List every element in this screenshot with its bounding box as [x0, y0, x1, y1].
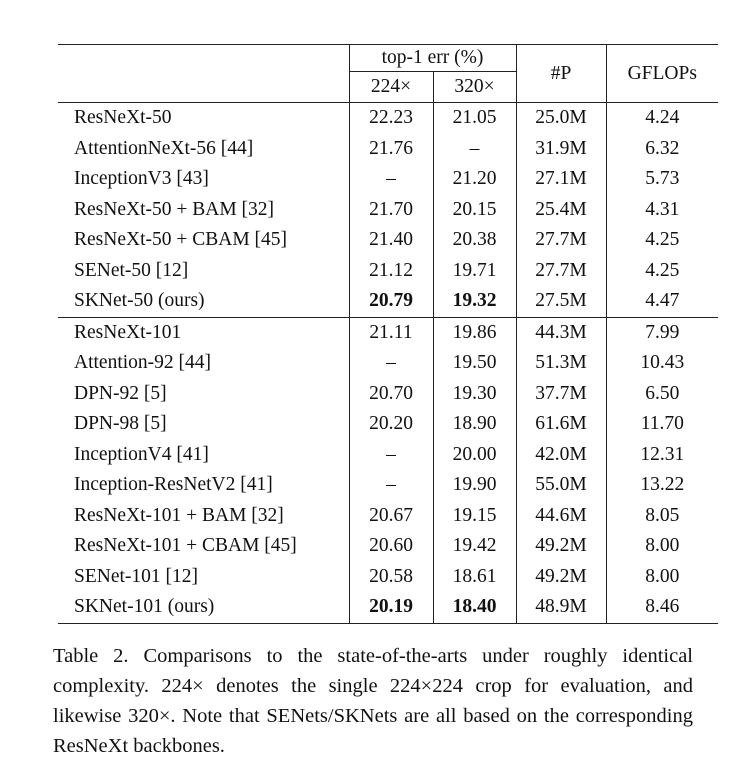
cell-top1-224: 21.70 — [349, 195, 433, 226]
table-header — [58, 45, 718, 103]
table-row — [58, 225, 718, 256]
table-row — [58, 103, 718, 134]
header-top1-error: top-1 err (%) — [349, 45, 516, 72]
table-row — [58, 286, 718, 317]
cell-method: ResNeXt-50 — [58, 103, 349, 134]
cell-gflops: 4.47 — [606, 286, 718, 317]
cell-top1-224: 20.60 — [349, 531, 433, 562]
cell-method: Inception-ResNetV2 [41] — [74, 474, 273, 496]
cell-top1-320: 21.20 — [433, 164, 516, 195]
cell-method: DPN-98 [5] — [74, 413, 167, 435]
header-gflops: GFLOPs — [606, 45, 718, 103]
cell-gflops: 8.05 — [606, 501, 718, 532]
cell-top1-320: 19.71 — [433, 256, 516, 287]
cell-method: InceptionV3 [43] — [74, 168, 209, 190]
cell-gflops: 10.43 — [606, 348, 718, 379]
cell-gflops: 11.70 — [606, 409, 718, 440]
cell-params: 48.9M — [516, 592, 606, 623]
table-row — [58, 134, 718, 165]
cell-method: ResNeXt-101 + CBAM [45] — [74, 535, 297, 557]
table-row — [58, 348, 718, 379]
table-row — [58, 317, 718, 348]
cell-gflops: 4.25 — [606, 225, 718, 256]
cell-gflops: 4.24 — [606, 103, 718, 134]
table-row — [58, 531, 718, 562]
table-row — [58, 592, 718, 623]
cell-params: 49.2M — [516, 562, 606, 593]
table-row — [58, 164, 718, 195]
cell-top1-320: – — [433, 134, 516, 165]
cell-top1-224: 21.76 — [349, 134, 433, 165]
cell-method: SKNet-101 (ours) — [58, 592, 349, 623]
header-method-blank — [58, 45, 349, 103]
cell-top1-224: 20.70 — [349, 379, 433, 410]
cell-gflops: 7.99 — [606, 317, 718, 348]
cell-top1-224: 20.58 — [349, 562, 433, 593]
cell-top1-224: 21.40 — [349, 225, 433, 256]
cell-params: 42.0M — [516, 440, 606, 471]
cell-top1-320: 20.38 — [433, 225, 516, 256]
cell-top1-320: 18.90 — [433, 409, 516, 440]
cell-method: ResNeXt-50 + CBAM [45] — [74, 229, 288, 251]
cell-top1-224: 20.19 — [349, 592, 433, 623]
cell-method: SKNet-50 (ours) — [74, 290, 205, 312]
cell-method: SENet-101 [12] — [74, 565, 199, 587]
cell-gflops: 8.00 — [606, 562, 718, 593]
table-row — [58, 409, 718, 440]
table-caption: Table 2. Comparisons to the state-of-the-arts under roughly identical complexity. 224× denotes the single 224×224 crop for evaluation, and likewise 320×. Note that SENets/SKNets are all based on the corresponding ResNeXt backbones. — [53, 645, 693, 757]
cell-params: 37.7M — [516, 379, 606, 410]
header-320: 320× — [433, 72, 516, 103]
cell-params: 27.5M — [516, 286, 606, 317]
header-224: 224× — [349, 72, 433, 103]
cell-top1-224: 20.67 — [349, 501, 433, 532]
cell-params: 44.3M — [516, 317, 606, 348]
cell-params: 61.6M — [516, 409, 606, 440]
cell-params: 27.7M — [516, 225, 606, 256]
cell-params: 25.0M — [516, 103, 606, 134]
cell-params: 27.7M — [516, 256, 606, 287]
cell-top1-224: 22.23 — [349, 103, 433, 134]
table-row — [58, 562, 718, 593]
cell-top1-224: – — [349, 348, 433, 379]
cell-top1-224: – — [349, 470, 433, 501]
cell-top1-224: 20.20 — [349, 409, 433, 440]
cell-method: Attention-92 [44] — [74, 352, 212, 374]
cell-top1-224: 21.12 — [349, 256, 433, 287]
cell-gflops: 8.00 — [606, 531, 718, 562]
table-body — [58, 103, 718, 624]
cell-top1-320: 19.42 — [433, 531, 516, 562]
header-params: #P — [516, 45, 606, 103]
cell-params: 27.1M — [516, 164, 606, 195]
cell-top1-224: 20.79 — [349, 286, 433, 317]
table-row — [58, 195, 718, 226]
cell-gflops: 12.31 — [606, 440, 718, 471]
cell-method: ResNeXt-101 — [58, 317, 349, 348]
cell-top1-320: 18.61 — [433, 562, 516, 593]
cell-top1-224: – — [349, 164, 433, 195]
cell-params: 25.4M — [516, 195, 606, 226]
cell-params: 31.9M — [516, 134, 606, 165]
cell-top1-320: 21.05 — [433, 103, 516, 134]
cell-top1-320: 19.15 — [433, 501, 516, 532]
cell-method: DPN-92 [5] — [74, 382, 167, 404]
cell-gflops: 4.25 — [606, 256, 718, 287]
comparison-table — [58, 44, 718, 624]
cell-top1-320: 19.30 — [433, 379, 516, 410]
cell-top1-320: 19.50 — [433, 348, 516, 379]
cell-method: ResNeXt-101 + BAM [32] — [74, 504, 284, 526]
cell-top1-320: 19.86 — [433, 317, 516, 348]
cell-method: InceptionV4 [41] — [74, 443, 209, 465]
cell-top1-320: 20.00 — [433, 440, 516, 471]
cell-params: 44.6M — [516, 501, 606, 532]
table-row — [58, 470, 718, 501]
cell-method: SENet-50 [12] — [74, 259, 189, 281]
cell-gflops: 4.31 — [606, 195, 718, 226]
table-row — [58, 256, 718, 287]
table-row — [58, 501, 718, 532]
cell-top1-320: 20.15 — [433, 195, 516, 226]
cell-top1-320: 18.40 — [433, 592, 516, 623]
cell-gflops: 6.50 — [606, 379, 718, 410]
cell-gflops: 13.22 — [606, 470, 718, 501]
cell-top1-224: 21.11 — [349, 317, 433, 348]
cell-gflops: 8.46 — [606, 592, 718, 623]
cell-params: 51.3M — [516, 348, 606, 379]
cell-method: ResNeXt-50 + BAM [32] — [74, 198, 275, 220]
cell-gflops: 5.73 — [606, 164, 718, 195]
cell-params: 49.2M — [516, 531, 606, 562]
cell-gflops: 6.32 — [606, 134, 718, 165]
cell-top1-320: 19.32 — [433, 286, 516, 317]
cell-top1-320: 19.90 — [433, 470, 516, 501]
cell-top1-224: – — [349, 440, 433, 471]
results-table-container — [58, 44, 718, 624]
cell-method: AttentionNeXt-56 [44] — [74, 137, 254, 159]
cell-params: 55.0M — [516, 470, 606, 501]
table-row — [58, 440, 718, 471]
table-row — [58, 379, 718, 410]
